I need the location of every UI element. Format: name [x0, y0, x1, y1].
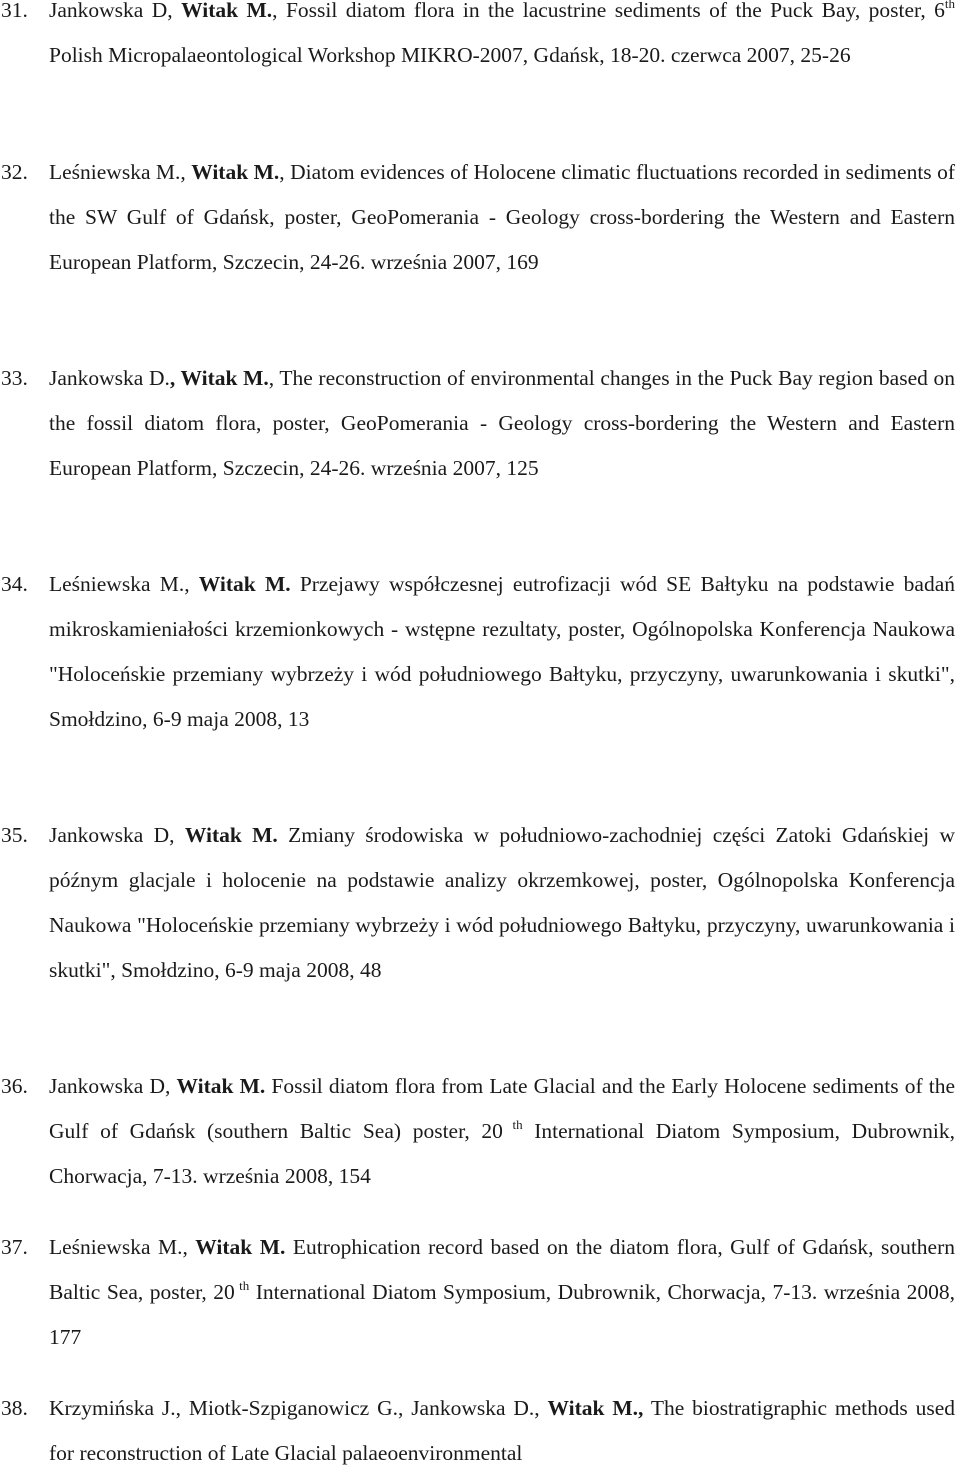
- entry-text: [49, 1225, 955, 1360]
- entry-author-bold: Witak M.: [195, 1235, 286, 1259]
- entry-author: Leśniewska M.,: [49, 572, 199, 596]
- entry-author: Leśniewska M.,: [49, 1235, 196, 1259]
- entry-title: Eutrophication record based on the diatom flora, Gulf of Gdańsk, southern Baltic Sea, poster, 20: [49, 1235, 955, 1304]
- reference-entry-38: [0, 1386, 960, 1476]
- entry-title: Przejawy współczesnej eutrofizacji wód SE Bałtyku na podstawie badań mikroskamieniałości krzemionkowych - wstępne rezultaty, poster, Ogólnopolska Konferencja Naukowa "Holoceńskie przemiany wybrzeży i wód południowego Bałtyku, przyczyny, uwarunkowania i skutki", Smołdzino, 6-9 maja 2008, 13: [49, 572, 955, 731]
- entry-author: Jankowska D,: [49, 823, 185, 847]
- entry-number: 38.: [1, 1396, 28, 1420]
- entry-number: 37.: [1, 1235, 28, 1259]
- entry-author-bold: , Witak M.: [169, 366, 269, 390]
- reference-entry-32: [0, 150, 960, 285]
- entry-author: Leśniewska M.,: [49, 160, 192, 184]
- entry-text: [49, 562, 955, 742]
- entry-author-bold: Witak M.: [176, 1074, 266, 1098]
- entry-author-bold: Witak M.: [181, 0, 273, 22]
- entry-number: 31.: [1, 0, 28, 22]
- entry-text: [49, 356, 955, 491]
- entry-text: [49, 1386, 955, 1476]
- entry-title: Zmiany środowiska w południowo-zachodniej części Zatoki Gdańskiej w późnym glacjale i holocenie na podstawie analizy okrzemkowej, poster, Ogólnopolska Konferencja Naukowa "Holoceńskie przemiany wybrzeży i wód południowego Bałtyku, przyczyny, uwarunkowania i skutki", Smołdzino, 6-9 maja 2008, 48: [49, 823, 955, 982]
- reference-entry-31: [0, 0, 960, 78]
- reference-entry-35: [0, 813, 960, 993]
- entry-title: , The reconstruction of environmental changes in the Puck Bay region based on the fossil diatom flora, poster, GeoPomerania - Geology cross-bordering the Western and Eastern European Platform, Szczecin, 24-26. września 2007, 125: [49, 366, 956, 480]
- entry-number: 34.: [1, 572, 28, 596]
- entry-title: , Fossil diatom flora in the lacustrine sediments of the Puck Bay, poster, 6: [272, 0, 945, 22]
- reference-entry-34: [0, 562, 960, 742]
- entry-details: International Diatom Symposium, Dubrownik, Chorwacja, 7-13. września 2008, 177: [49, 1280, 955, 1349]
- entry-number: 32.: [1, 160, 28, 184]
- entry-superscript: th: [502, 1117, 523, 1132]
- entry-superscript: th: [234, 1278, 250, 1293]
- entry-author-bold: Witak M.,: [547, 1396, 644, 1420]
- entry-details: Polish Micropalaeontological Workshop MIKRO-2007, Gdańsk, 18-20. czerwca 2007, 25-26: [49, 43, 851, 67]
- entry-author: Krzymińska J., Miotk-Szpiganowicz G., Jankowska D.,: [49, 1396, 548, 1420]
- reference-entry-36: [0, 1064, 960, 1199]
- entry-author: Jankowska D,: [49, 0, 182, 22]
- entry-text: [49, 150, 955, 285]
- entry-number: 36.: [1, 1074, 28, 1098]
- entry-number: 35.: [1, 823, 28, 847]
- entry-text: [49, 1064, 955, 1199]
- entry-title: The biostratigraphic methods used for reconstruction of Late Glacial palaeoenvironmental: [49, 1396, 955, 1465]
- entry-author: Jankowska D,: [49, 1074, 177, 1098]
- entry-title: Fossil diatom flora from Late Glacial and the Early Holocene sediments of the Gulf of Gdańsk (southern Baltic Sea) poster, 20: [49, 1074, 955, 1143]
- entry-author-bold: Witak M.: [184, 823, 278, 847]
- entry-title: , Diatom evidences of Holocene climatic fluctuations recorded in sediments of the SW Gulf of Gdańsk, poster, GeoPomerania - Geology cross-bordering the Western and Eastern European Platform, Szczecin, 24-26. września 2007, 169: [49, 160, 955, 274]
- entry-text: [49, 0, 955, 78]
- entry-details: International Diatom Symposium, Dubrownik, Chorwacja, 7-13. września 2008, 154: [49, 1119, 955, 1188]
- entry-author-bold: Witak M.: [191, 160, 280, 184]
- reference-entry-33: [0, 356, 960, 491]
- entry-author: Jankowska D.: [49, 366, 170, 390]
- entry-text: [49, 813, 955, 993]
- entry-number: 33.: [1, 366, 28, 390]
- entry-author-bold: Witak M.: [198, 572, 291, 596]
- reference-entry-37: [0, 1225, 960, 1360]
- entry-superscript: th: [944, 0, 956, 11]
